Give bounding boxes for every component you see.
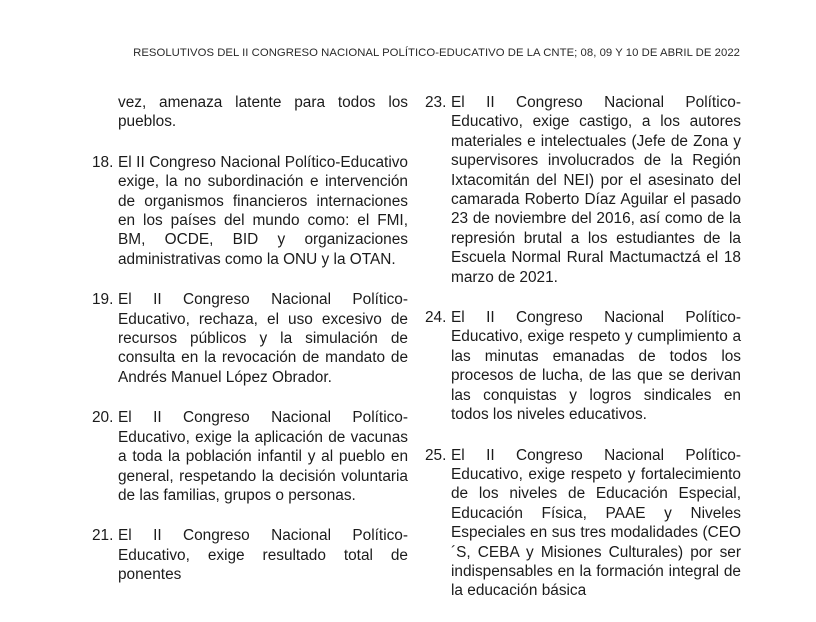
item-text: El II Congreso Nacional Político-Educativo, rechaza, el uso excesivo de recursos públicos y la simulación de consulta en la revocación de mandato de Andrés Manuel López Obrador. <box>118 291 408 386</box>
list-item <box>425 93 741 287</box>
left-column <box>92 93 408 606</box>
item-number: 19. <box>92 291 114 309</box>
list-item <box>92 408 408 505</box>
item-text: El II Congreso Nacional Político-Educativo, exige la aplicación de vacunas a toda la población infantil y al pueblo en general, respetando la decisión voluntaria de las familias, grupos o personas. <box>118 409 408 504</box>
item-number: 20. <box>92 409 114 427</box>
item-text: El II Congreso Nacional Político-Educativo, exige respeto y cumplimiento a las minutas emanadas de todos los procesos de lucha, de las que se derivan las conquistas y logros sindicales en todos los niveles educativos. <box>451 309 741 424</box>
list-item <box>92 153 408 269</box>
item-number: 25. <box>425 446 447 464</box>
item-text: El II Congreso Nacional Político-Educativo exige, la no subordinación e intervención de organismos financieros internaciones en los países del mundo como: el FMI, BM, OCDE, BID y organizaciones administrativas como la ONU y la OTAN. <box>118 153 408 268</box>
item-number: 24. <box>425 309 447 327</box>
item-number: 23. <box>425 94 447 111</box>
right-column <box>425 93 741 622</box>
item-number: 18. <box>92 153 114 171</box>
page-header: RESOLUTIVOS DEL II CONGRESO NACIONAL POLÍTICO-EDUCATIVO DE LA CNTE; 08, 09 Y 10 DE ABRIL DE 2022 <box>133 47 740 59</box>
item-text: El II Congreso Nacional Político-Educativo, exige castigo, a los autores materiales e intelectuales (Jefe de Zona y supervisores involucrados de la Región Ixtacomitán del NEI) por el asesinato del camarada Roberto Díaz Aguilar el pasado 23 de noviembre del 2016, así como de la represión brutal a los estudiantes de la Escuela Normal Rural Mactumactzá el 18 marzo de 2021. <box>451 94 741 286</box>
list-item <box>425 308 741 424</box>
list-item <box>92 526 408 584</box>
list-item <box>425 446 741 601</box>
continuation-text: vez, amenaza latente para todos los pueblos. <box>118 94 408 131</box>
list-item <box>92 290 408 387</box>
item-number: 21. <box>92 527 114 545</box>
item-text: El II Congreso Nacional Político-Educativo, exige resultado total de ponentes <box>118 527 408 584</box>
item-text: El II Congreso Nacional Político-Educativo, exige respeto y fortalecimiento de los niveles de Educación Especial, Educación Física, PAAE y Niveles Especiales en sus tres modalidades (CEO´S, CEBA y Misiones Culturales) por ser indispensables en la formación integral de la educación básica <box>451 446 741 600</box>
